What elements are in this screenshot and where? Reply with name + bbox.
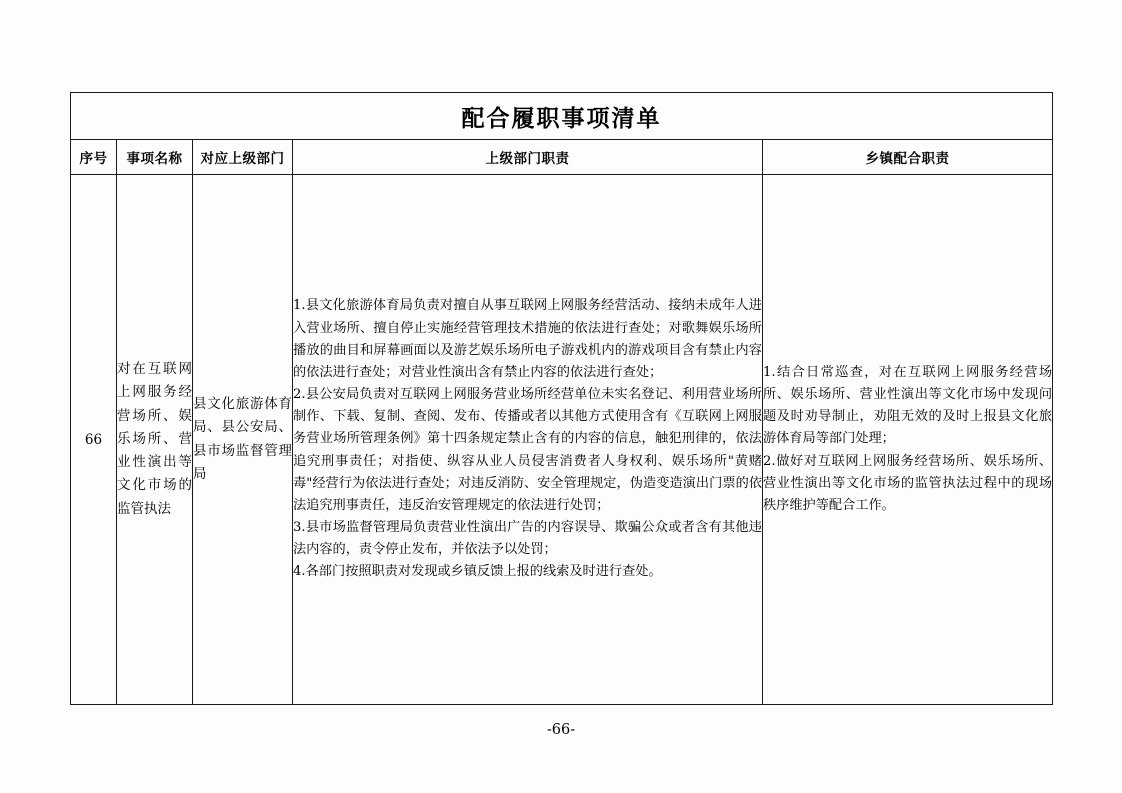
cell-town-duty: 1.结合日常巡查，对在互联网上网服务经营场所、娱乐场所、营业性演出等文化市场中发现问题及时劝导制止，劝阻无效的及时上报县文化旅游体育局等部门处理； 2.做好对互联网上网服务经营场所、娱乐场所、营业性演出等文化市场的监管执法过程中的现场秩序维护等配合工作。	[763, 175, 1053, 705]
header-item-name: 事项名称	[117, 140, 193, 175]
header-upper-duty: 上级部门职责	[293, 140, 763, 175]
page-number: -66-	[546, 722, 576, 738]
table-row	[71, 175, 1053, 705]
cell-item-name: 对在互联网上网服务经营场所、娱乐场所、营业性演出等文化市场的监管执法	[117, 175, 193, 705]
duty-list-table	[70, 92, 1053, 705]
page-title: 配合履职事项清单	[71, 93, 1053, 140]
header-upper-dept: 对应上级部门	[193, 140, 293, 175]
table-header-row	[71, 140, 1053, 175]
header-town-duty: 乡镇配合职责	[763, 140, 1053, 175]
header-no: 序号	[71, 140, 117, 175]
table-title-row	[71, 93, 1053, 140]
cell-upper-duty: 1.县文化旅游体育局负责对擅自从事互联网上网服务经营活动、接纳未成年人进入营业场所、擅自停止实施经营管理技术措施的依法进行查处；对歌舞娱乐场所播放的曲目和屏幕画面以及游艺娱乐场所电子游戏机内的游戏项目含有禁止内容的依法进行查处；对营业性演出含有禁止内容的依法进行查处； 2.县公安局负责对互联网上网服务营业场所经营单位未实名登记、利用营业场所制作、下载、复制、查阅、发布、传播或者以其他方式使用含有《互联网上网服务营业场所管理条例》第十四条规定禁止含有的内容的信息，触犯刑律的，依法追究刑事责任；对指使、纵容从业人员侵害消费者人身权利、娱乐场所"黄赌毒"经营行为依法进行查处；对违反消防、安全管理规定，伪造变造演出门票的依法追究刑事责任，违反治安管理规定的依法进行处罚； 3.县市场监督管理局负责营业性演出广告的内容误导、欺骗公众或者含有其他违法内容的，责令停止发布，并依法予以处罚； 4.各部门按照职责对发现或乡镇反馈上报的线索及时进行查处。	[293, 175, 763, 705]
cell-upper-dept: 县文化旅游体育局、县公安局、县市场监督管理局	[193, 175, 293, 705]
cell-serial-number: 66	[71, 175, 117, 705]
